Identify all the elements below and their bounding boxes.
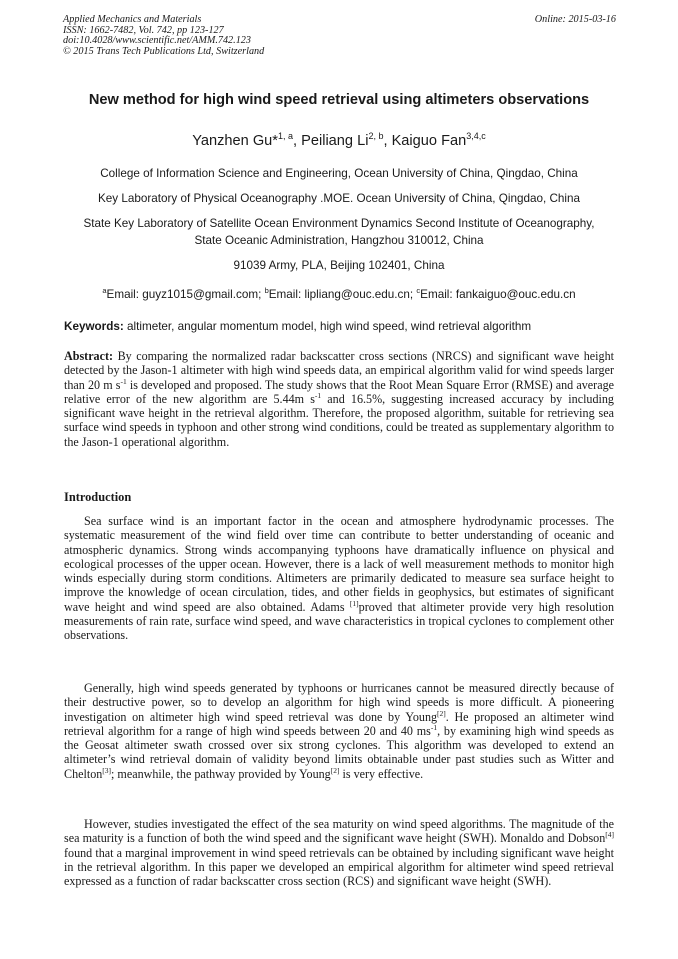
- paragraph-text: is very effective.: [339, 766, 424, 781]
- intro-paragraph-3: [64, 817, 614, 888]
- author-separator: ,: [293, 132, 302, 149]
- paragraph-text: . He proposed an altimeter wind retrieval algorithm for a range of high wind speeds between 20 and 40 ms: [64, 709, 614, 738]
- affiliation: [0, 215, 678, 249]
- copyright-line: © 2015 Trans Tech Publications Ltd, Switzerland: [63, 45, 265, 57]
- citation-ref: [3]: [102, 765, 112, 775]
- journal-header: [63, 15, 264, 57]
- journal-name: Applied Mechanics and Materials: [63, 14, 202, 25]
- citation-ref: [4]: [605, 830, 614, 840]
- paragraph-text: , by examining high wind speeds as the Geosat altimeter swath crossed over six strong cyclones. This algorithm was developed to extend an altimeter’s wind retrieval domain of validity beyond limits obtainable under past studies such as Witter and Chelton: [64, 723, 614, 781]
- abstract-label: Abstract:: [64, 349, 114, 363]
- keywords-label: Keywords:: [64, 320, 124, 333]
- online-date: Online: 2015-03-16: [534, 14, 616, 25]
- superscript: -1: [120, 376, 127, 386]
- citation-ref: [1]: [349, 598, 359, 608]
- affiliation-line: State Key Laboratory of Satellite Ocean Environment Dynamics Second Institute of Oceanography,: [83, 217, 595, 230]
- paper-title: New method for high wind speed retrieval using altimeters observations: [88, 92, 590, 108]
- keywords: [64, 320, 624, 333]
- abstract: [64, 349, 614, 449]
- intro-paragraph-2: [64, 681, 614, 781]
- email-text: Email: guyz1015@gmail.com;: [106, 287, 265, 301]
- author-name: Peiliang Li: [301, 132, 369, 149]
- intro-paragraph-1: [64, 514, 614, 643]
- author-affiliation-mark: 3,4,c: [466, 131, 486, 141]
- author-name: Yanzhen Gu*: [192, 132, 278, 149]
- paragraph-text: found that a marginal improvement in wind speed retrievals can be obtained by including significant wave height in the retrieval algorithm. In this paper we developed an empirical algorithm for altimeter wind speed retrieval expressed as a function of radar backscatter cross section (RCS) and significant wave height (SWH).: [64, 845, 614, 889]
- email-mark: b: [264, 286, 269, 295]
- author-list: [0, 131, 678, 149]
- abstract-text: and 16.5%, suggesting increased accuracy by including significant wave height in the retrieval algorithm. Therefore, the proposed algorithm, suitable for retrieving sea surface wind speeds in typhoon and other strong wind conditions, could be treated as supplementary algorithm to the Jason-1 operational algorithm.: [64, 391, 614, 449]
- issn-line: ISSN: 1662-7482, Vol. 742, pp 123-127: [63, 24, 224, 36]
- author-affiliation-mark: 2, b: [368, 131, 384, 141]
- affiliation: Key Laboratory of Physical Oceanography .MOE. Ocean University of China, Qingdao, China: [97, 192, 581, 205]
- abstract-text: is developed and proposed. The study shows that the Root Mean Square Error (RMSE) and average relative error of the new algorithm are 5.44m s: [64, 377, 614, 406]
- section-heading-introduction: Introduction: [64, 490, 132, 504]
- email-text: Email: fankaiguo@ouc.edu.cn: [420, 287, 576, 301]
- superscript: -1: [314, 390, 322, 400]
- author-name: Kaiguo Fan: [391, 132, 467, 149]
- affiliation: College of Information Science and Engineering, Ocean University of China, Qingdao, China: [100, 167, 578, 180]
- email-text: Email: lipliang@ouc.edu.cn;: [268, 287, 417, 301]
- email-line: [0, 282, 678, 303]
- paragraph-text: Generally, high wind speeds generated by typhoons or hurricanes cannot be measured directly because of their destructive power, so to develop an algorithm for high wind speeds is more difficult. A pioneering investigation on altimeter high wind speed retrieval was done by Young: [64, 681, 614, 724]
- abstract-text: By comparing the normalized radar backscatter cross sections (NRCS) and significant wave height detected by the Jason-1 altimeter with high wind speeds data, an empirical algorithm valid for wind speeds larger than 20 m s: [64, 349, 614, 392]
- paragraph-text: proved that altimeter provide very high resolution measurements of rain rate, surface wind speed, and wave characteristics in tropical cyclones to complement other observations.: [64, 599, 614, 643]
- email-mark: a: [102, 286, 107, 295]
- paragraph-text: Sea surface wind is an important factor in the ocean and atmosphere hydrodynamic processes. The systematic measurement of the wind field over time can contribute to better understanding of oceanic and atmospheric dynamics. Strong winds accompanying typhoons have dramatically influence on physical and ecological processes of the upper ocean. However, there is a lack of well measurement methods to monitor high winds especially during storm conditions. Altimeters are primarily dedicated to measure sea surface height to improve the knowledge of ocean circulation, tides, and other fields in geophysics, but estimates of significant wave height and wind speed are also obtained. Adams: [64, 514, 614, 614]
- doi-line: doi:10.4028/www.scientific.net/AMM.742.123: [63, 35, 251, 46]
- email-mark: c: [416, 286, 421, 295]
- paragraph-text: However, studies investigated the effect of the sea maturity on wind speed algorithms. The magnitude of the sea maturity is a function of both the wind speed and the significant wave height (SWH). Monaldo and Dobson: [64, 817, 614, 846]
- keywords-text: altimeter, angular momentum model, high wind speed, wind retrieval algorithm: [123, 320, 532, 333]
- affiliation-line: State Oceanic Administration, Hangzhou 310012, China: [194, 234, 484, 247]
- author-separator: ,: [383, 132, 392, 149]
- affiliation: 91039 Army, PLA, Beijing 102401, China: [233, 259, 445, 272]
- superscript: -1: [430, 722, 438, 732]
- citation-ref: [2]: [330, 765, 340, 775]
- citation-ref: [2]: [437, 708, 446, 718]
- paragraph-text: ; meanwhile, the pathway provided by Young: [111, 766, 331, 781]
- author-affiliation-mark: 1, a: [277, 131, 293, 141]
